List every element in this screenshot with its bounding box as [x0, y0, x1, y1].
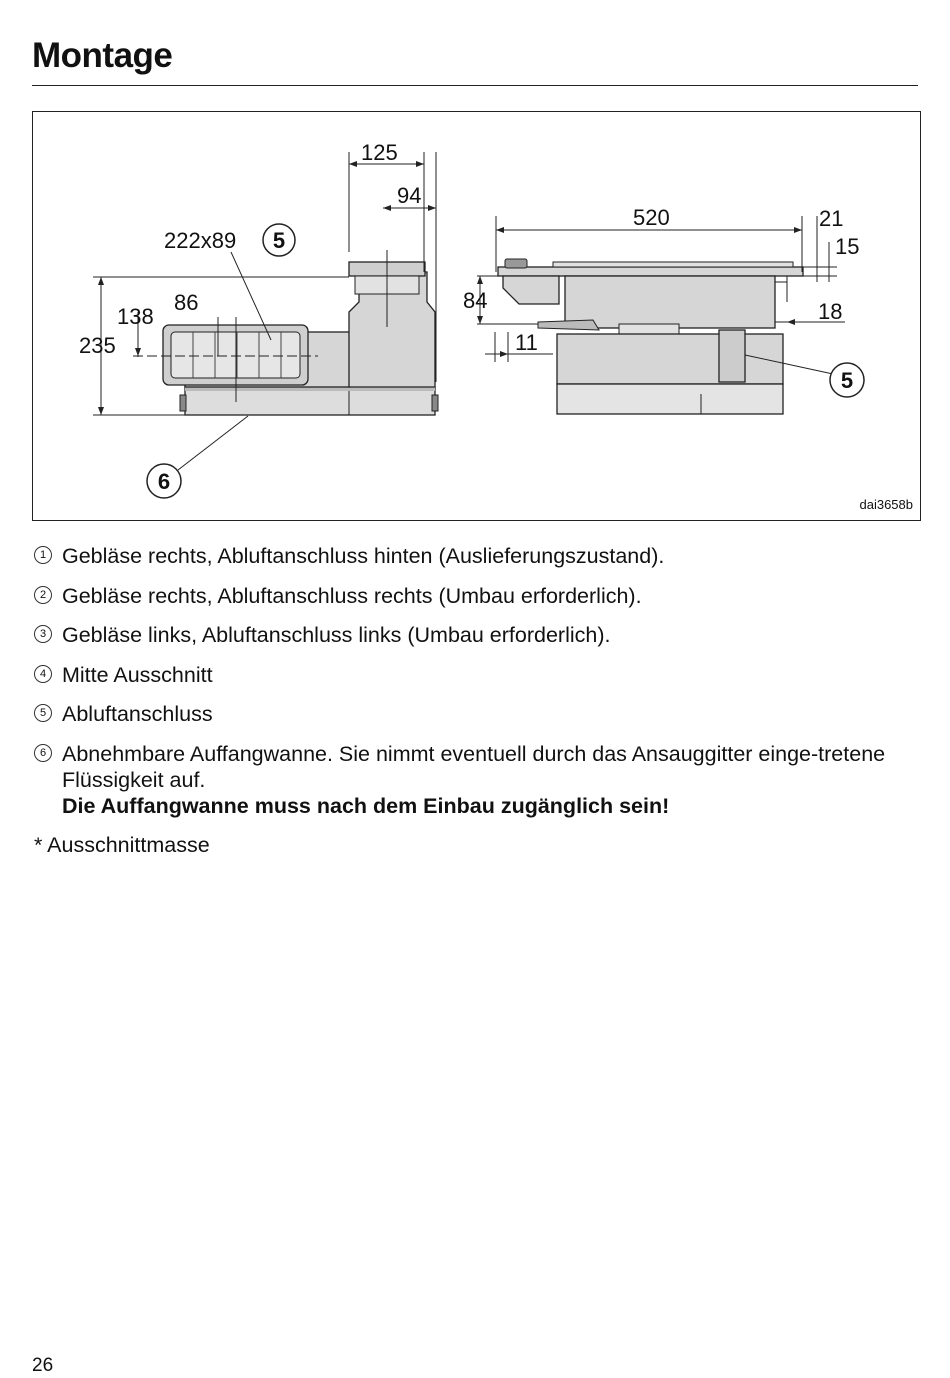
- dim-11: 11: [515, 330, 538, 355]
- dim-15: 15: [835, 234, 860, 259]
- duct-size-label: 222x89: [164, 228, 237, 253]
- legend-text-4: Mitte Ausschnitt: [62, 662, 213, 687]
- dim-21: 21: [819, 206, 844, 231]
- legend-number-2: 2: [34, 586, 52, 604]
- legend-item: [32, 741, 922, 819]
- dim-94: 94: [397, 183, 422, 208]
- legend-list: [32, 543, 922, 858]
- figure-code: dai3658b: [859, 497, 913, 512]
- legend-number-3: 3: [34, 625, 52, 643]
- legend-number-4: 4: [34, 665, 52, 683]
- legend-number-6: 6: [34, 744, 52, 762]
- page-number: 26: [32, 1355, 54, 1376]
- legend-text-3: Gebläse links, Abluftanschluss links (Umbau erforderlich).: [62, 623, 611, 647]
- legend-item: [32, 543, 922, 569]
- legend-item: [32, 622, 922, 648]
- legend-number-5: 5: [34, 704, 52, 722]
- callout-tray-number: 6: [157, 469, 171, 494]
- dim-520: 520: [633, 205, 670, 230]
- page-title: Montage: [32, 36, 173, 75]
- dim-125: 125: [361, 140, 398, 165]
- legend-number-1: 1: [34, 546, 52, 564]
- legend-text-1: Gebläse rechts, Abluftanschluss hinten (Auslieferungszustand).: [62, 544, 665, 568]
- footnote: * Ausschnittmasse: [34, 833, 210, 857]
- installation-diagram: [32, 111, 921, 521]
- dim-84: 84: [463, 288, 488, 313]
- left-side-view: [79, 140, 438, 498]
- dim-235: 235: [79, 333, 116, 358]
- dim-86: 86: [174, 290, 199, 315]
- legend-text-2: Gebläse rechts, Abluftanschluss rechts (Umbau erforderlich).: [62, 583, 642, 608]
- legend-text-5: Abluftanschluss: [62, 702, 213, 726]
- title-divider: [32, 85, 918, 86]
- callout-duct-left-number: 5: [272, 228, 286, 253]
- diagram-drawing: [33, 112, 922, 522]
- callout-duct-right-number: 5: [840, 368, 854, 393]
- legend-item: [32, 701, 922, 727]
- legend-item: [32, 662, 922, 688]
- legend-item: [32, 583, 922, 609]
- dim-138: 138: [117, 304, 154, 329]
- legend-text-6: Abnehmbare Auffangwanne. Sie nimmt eventuell durch das Ansauggitter einge-tretene Flüssigkeit auf.: [62, 741, 886, 792]
- dim-18: 18: [818, 299, 843, 324]
- legend-warning-note: Die Auffangwanne muss nach dem Einbau zugänglich sein!: [62, 793, 670, 818]
- right-side-view: [463, 205, 864, 414]
